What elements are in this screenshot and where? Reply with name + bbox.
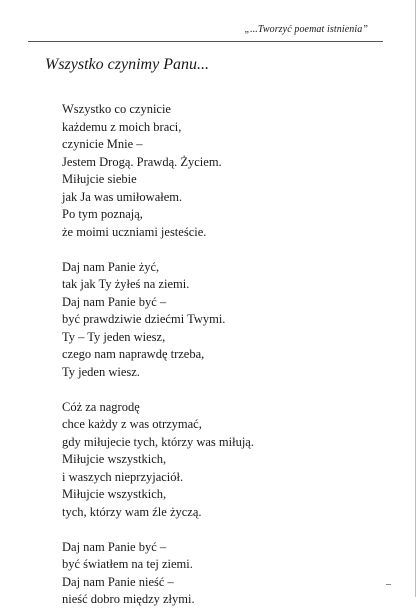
verse-line: Miłujcie wszystkich, xyxy=(62,452,167,466)
verse-line: Po tym poznają, xyxy=(62,207,143,221)
stanza-4 xyxy=(62,539,254,609)
verse-line: Ty – Ty jeden wiesz, xyxy=(62,329,166,344)
verse-line: Jestem Drogą. Prawdą. Życiem. xyxy=(62,154,222,169)
stanza-3 xyxy=(62,399,254,522)
verse-line: Miłujcie wszystkich, xyxy=(62,487,167,501)
poem-body xyxy=(62,101,254,609)
running-header: „...Tworzyć poemat istnienia” xyxy=(244,24,368,35)
verse-line: gdy miłujecie tych, którzy was miłują. xyxy=(62,434,254,449)
verse-line: Daj nam Panie być – xyxy=(62,539,167,554)
verse-line: i waszych nieprzyjaciół. xyxy=(62,469,184,484)
verse-line: Wszystko co czynicie xyxy=(62,102,171,116)
verse-line: chce każdy z was otrzymać, xyxy=(62,417,202,431)
header-divider xyxy=(28,41,383,42)
verse-line: nieść dobro między złymi. xyxy=(62,592,195,606)
binding-edge xyxy=(415,0,416,597)
poem-title: Wszystko czynimy Panu... xyxy=(45,56,209,73)
verse-line: każdemu z moich braci, xyxy=(62,119,182,134)
verse-line: być światłem na tej ziemi. xyxy=(62,557,193,571)
stanza-2 xyxy=(62,259,254,382)
verse-line: że moimi uczniami jesteście. xyxy=(62,224,207,239)
verse-line: Ty jeden wiesz. xyxy=(62,364,140,379)
verse-line: Cóż za nagrodę xyxy=(62,399,140,414)
verse-line: tych, którzy wam źle życzą. xyxy=(62,504,202,519)
verse-line: Daj nam Panie być – xyxy=(62,294,167,309)
verse-line: Daj nam Panie żyć, xyxy=(62,259,160,274)
stanza-1 xyxy=(62,101,254,241)
verse-line: jak Ja was umiłowałem. xyxy=(62,189,183,204)
verse-line: czynicie Mnie – xyxy=(62,137,143,151)
verse-line: być prawdziwie dziećmi Twymi. xyxy=(62,312,226,326)
verse-line: tak jak Ty żyłeś na ziemi. xyxy=(62,277,190,291)
verse-line: czego nam naprawdę trzeba, xyxy=(62,347,205,361)
verse-line: Daj nam Panie nieść – xyxy=(62,574,174,589)
verse-line: Miłujcie siebie xyxy=(62,172,137,186)
page-mark: – xyxy=(386,579,391,590)
